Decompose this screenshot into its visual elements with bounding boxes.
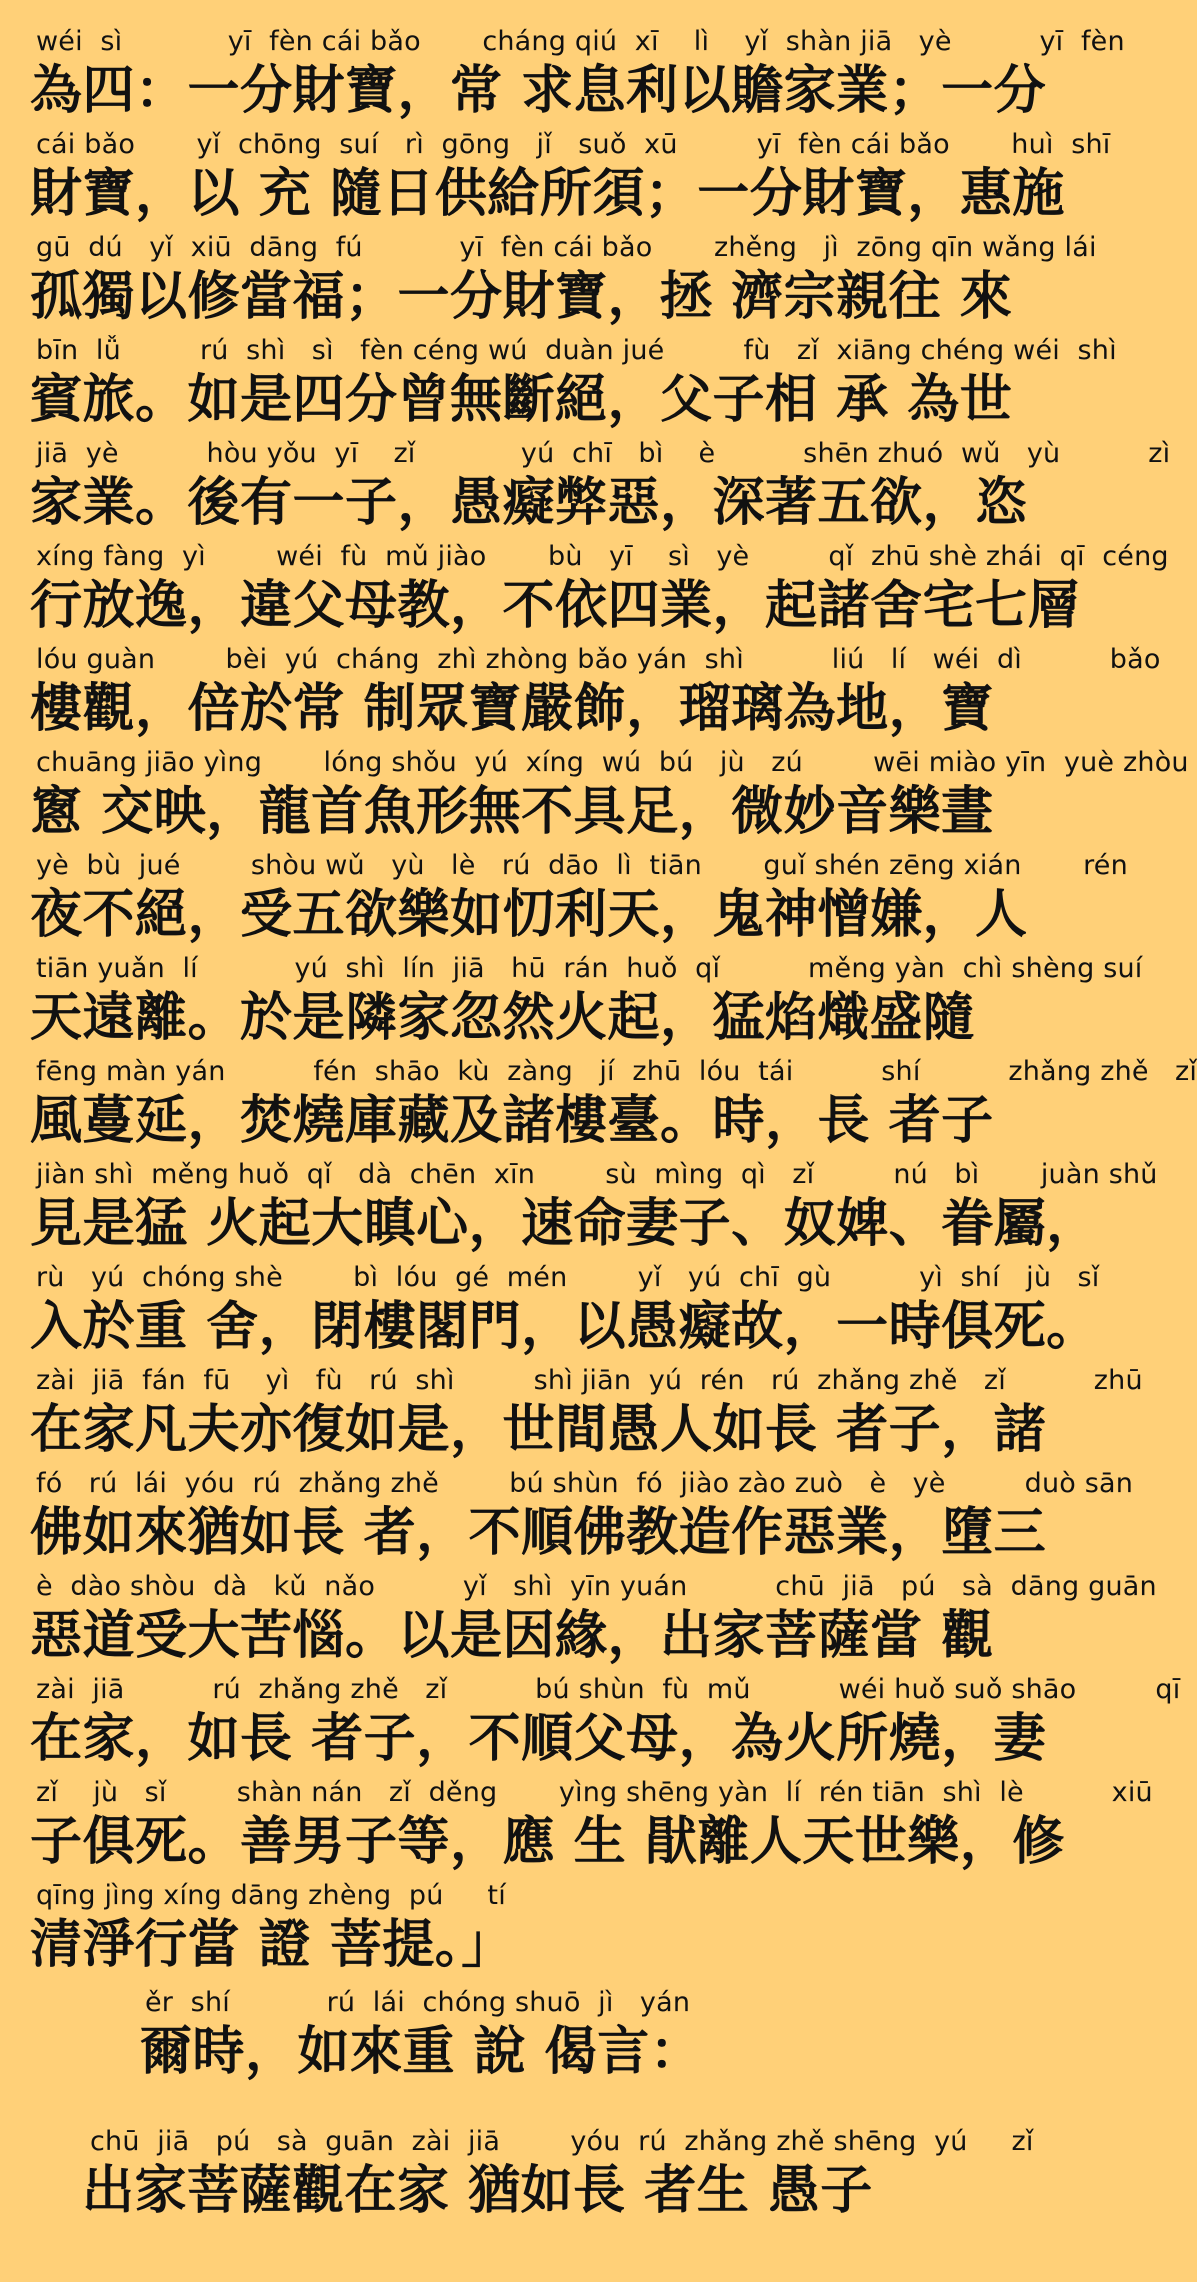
text-line-8 bbox=[0, 747, 1189, 851]
text-line-14 bbox=[0, 1365, 1143, 1469]
chinese-text: 出家菩薩觀在家 猶如長 者生 愚子 bbox=[82, 2161, 873, 2221]
text-line-3 bbox=[0, 232, 1097, 336]
pinyin-annotation: xíng fàng yì wéi fù mǔ jiào bù yī sì yè qǐ zhū shè zhái qī céng bbox=[36, 541, 1169, 572]
chinese-text: 窻 交映，龍首魚形無不具足，微妙音樂晝 bbox=[30, 782, 994, 842]
chinese-text: 家業。後有一子，愚癡弊惡，深著五欲，恣 bbox=[30, 473, 1028, 533]
text-line-4 bbox=[0, 335, 1117, 439]
pinyin-annotation: bīn lǚ rú shì sì fèn céng wú duàn jué fù zǐ xiāng chéng wéi shì bbox=[36, 335, 1117, 366]
pinyin-annotation: tiān yuǎn lí yú shì lín jiā hū rán huǒ qǐ měng yàn chì shèng suí bbox=[36, 953, 1143, 984]
text-line-15 bbox=[0, 1468, 1134, 1572]
chinese-text: 賓旅。如是四分曾無斷絕，父子相 承 為世 bbox=[30, 370, 1013, 430]
text-line-16 bbox=[0, 1571, 1157, 1675]
pinyin-annotation: ěr shí rú lái chóng shuō jì yán bbox=[145, 1987, 691, 2018]
chinese-text: 孤獨以修當福；一分財寶，拯 濟宗親往 來 bbox=[30, 267, 1013, 327]
pinyin-annotation: jiā yè hòu yǒu yī zǐ yú chī bì è shēn zhuó wǔ yù zì bbox=[36, 438, 1171, 469]
pinyin-annotation: yè bù jué shòu wǔ yù lè rú dāo lì tiān guǐ shén zēng xián rén bbox=[36, 850, 1128, 881]
pinyin-annotation: qīng jìng xíng dāng zhèng pú tí bbox=[36, 1880, 506, 1911]
text-line-19 bbox=[0, 1880, 1080, 1984]
text-line-2 bbox=[0, 129, 1111, 233]
chinese-text: 在家凡夫亦復如是，世間愚人如長 者子，諸 bbox=[30, 1400, 1047, 1460]
pinyin-annotation: fó rú lái yóu rú zhǎng zhě bú shùn fó jiào zào zuò è yè duò sān bbox=[36, 1468, 1134, 1499]
pinyin-annotation: wéi sì yī fèn cái bǎo cháng qiú xī lì yǐ shàn jiā yè yī fèn bbox=[36, 26, 1125, 57]
chinese-text: 天遠離。於是隣家忽然火起，猛焰熾盛隨 bbox=[30, 988, 976, 1048]
chinese-text: 爾時，如來重 說 偈言： bbox=[140, 2022, 703, 2082]
pinyin-annotation: è dào shòu dà kǔ nǎo yǐ shì yīn yuán chū jiā pú sà dāng guān bbox=[36, 1571, 1157, 1602]
text-line-13 bbox=[0, 1262, 1100, 1366]
chinese-text: 財寶，以 充 隨日供給所須；一分財寶，惠施 bbox=[30, 164, 1065, 224]
text-line-6 bbox=[0, 541, 1169, 645]
pinyin-annotation: fēng màn yán fén shāo kù zàng jí zhū lóu tái shí zhǎng zhě zǐ bbox=[36, 1056, 1197, 1087]
text-line-9 bbox=[0, 850, 1128, 954]
text-line-10 bbox=[0, 953, 1143, 1057]
chinese-text: 行放逸，違父母教，不依四業，起諸舍宅七層 bbox=[30, 576, 1081, 636]
text-line-7 bbox=[0, 644, 1161, 748]
chinese-text: 入於重 舍，閉樓閣門，以愚癡故，一時俱死。 bbox=[30, 1297, 1099, 1357]
chinese-text: 為四：一分財寶，常 求息利以贍家業；一分 bbox=[30, 61, 1047, 121]
text-line-1 bbox=[0, 26, 1125, 130]
pinyin-annotation: zài jiā rú zhǎng zhě zǐ bú shùn fù mǔ wéi huǒ suǒ shāo qī bbox=[36, 1674, 1181, 1705]
text-line-11 bbox=[0, 1056, 1197, 1160]
pinyin-annotation: chuāng jiāo yìng lóng shǒu yú xíng wú bú jù zú wēi miào yīn yuè zhòu bbox=[36, 747, 1189, 778]
pinyin-annotation: zǐ jù sǐ shàn nán zǐ děng yìng shēng yàn lí rén tiān shì lè xiū bbox=[36, 1777, 1153, 1808]
pinyin-annotation: cái bǎo yǐ chōng suí rì gōng jǐ suǒ xū yī fèn cái bǎo huì shī bbox=[36, 129, 1111, 160]
pinyin-annotation: rù yú chóng shè bì lóu gé mén yǐ yú chī gù yì shí jù sǐ bbox=[36, 1262, 1100, 1293]
chinese-text: 惡道受大苦惱。以是因緣，出家菩薩當 觀 bbox=[30, 1606, 994, 1666]
chinese-text: 佛如來猶如長 者，不順佛教造作惡業，墮三 bbox=[30, 1503, 1047, 1563]
pinyin-annotation: gū dú yǐ xiū dāng fú yī fèn cái bǎo zhěng jì zōng qīn wǎng lái bbox=[36, 232, 1097, 263]
pinyin-annotation: chū jiā pú sà guān zài jiā yóu rú zhǎng zhě shēng yú zǐ bbox=[90, 2126, 1034, 2157]
text-line-20 bbox=[0, 1987, 1080, 2091]
chinese-text: 夜不絕，受五欲樂如忉利天，鬼神憎嫌，人 bbox=[30, 885, 1028, 945]
pinyin-annotation: zài jiā fán fū yì fù rú shì shì jiān yú rén rú zhǎng zhě zǐ zhū bbox=[36, 1365, 1143, 1396]
text-line-5 bbox=[0, 438, 1171, 542]
text-line-12 bbox=[0, 1159, 1158, 1263]
text-line-21 bbox=[0, 2126, 1080, 2230]
chinese-text: 風蔓延，焚燒庫藏及諸樓臺。時，長 者子 bbox=[30, 1091, 994, 1151]
chinese-text: 樓觀，倍於常 制眾寶嚴飾，瑠璃為地，寶 bbox=[30, 679, 994, 739]
chinese-text: 在家，如長 者子，不順父母，為火所燒，妻 bbox=[30, 1709, 1047, 1769]
chinese-text: 子俱死。善男子等，應 生 猒離人天世樂，修 bbox=[30, 1812, 1065, 1872]
chinese-text: 見是猛 火起大瞋心，速命妻子、奴婢、眷屬， bbox=[30, 1194, 1099, 1254]
chinese-text: 清淨行當 證 菩提。」 bbox=[30, 1915, 514, 1975]
text-line-18 bbox=[0, 1777, 1153, 1881]
text-line-17 bbox=[0, 1674, 1181, 1778]
pinyin-annotation: lóu guàn bèi yú cháng zhì zhòng bǎo yán shì liú lí wéi dì bǎo bbox=[36, 644, 1161, 675]
pinyin-annotation: jiàn shì měng huǒ qǐ dà chēn xīn sù mìng qì zǐ nú bì juàn shǔ bbox=[36, 1159, 1158, 1190]
